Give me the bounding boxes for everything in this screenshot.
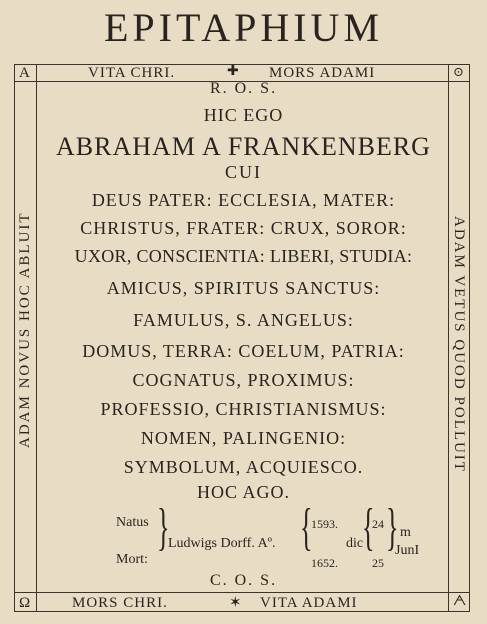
epitaph-line: SYMBOLUM, ACQUIESCO. <box>123 457 364 477</box>
vita-chri-label: VITA CHRI. <box>88 65 176 81</box>
alpha-letter: A <box>19 65 31 81</box>
corner-rule-bl <box>36 592 37 612</box>
dic-label: dic <box>346 536 364 551</box>
epitaph-line: FAMULUS, S. ANGELUS: <box>133 310 354 330</box>
place-label: Ludwigs Dorff. Aº. <box>168 536 276 551</box>
epitaph-line: COGNATUS, PROXIMUS: <box>132 370 355 390</box>
month-label: JunI <box>395 543 420 558</box>
omega-letter: Ω <box>19 595 32 611</box>
hic-ego-line: HIC EGO <box>203 105 284 125</box>
cos-line: C. O. S. <box>209 572 278 589</box>
brace-icon: { <box>300 498 313 556</box>
corner-rule-br <box>448 592 449 612</box>
page-title: EPITAPHIUM <box>103 5 384 50</box>
border-top <box>14 64 470 65</box>
brace-icon: } <box>386 498 399 556</box>
corner-rule-tr <box>448 64 449 81</box>
epitaph-line: DEUS PATER: ECCLESIA, MATER: <box>91 190 396 210</box>
corner-rule-tl <box>36 64 37 81</box>
cross-icon: ✚ <box>227 64 240 79</box>
death-day: 25 <box>372 556 384 570</box>
brace-icon: } <box>157 498 170 556</box>
mors-chri-label: MORS CHRI. <box>72 595 168 611</box>
name-line: ABRAHAM A FRANKENBERG <box>56 132 431 161</box>
star-icon: ✶ <box>229 595 243 611</box>
mors-adami-label: MORS ADAMI <box>269 65 376 81</box>
symbol-icon: ᗅ <box>453 594 468 609</box>
epitaph-line: DOMUS, TERRA: COELUM, PATRIA: <box>82 341 405 361</box>
epitaph-line: PROFESSIO, CHRISTIANISMUS: <box>100 399 387 419</box>
left-side-text: ADAM NOVUS HOC ABLUIT <box>17 211 33 448</box>
border-bottom <box>14 611 470 612</box>
brace-icon: { <box>362 498 375 556</box>
birth-day: 24 <box>372 517 384 531</box>
natus-label: Natus <box>116 515 149 530</box>
mort-label: Mort: <box>116 552 148 567</box>
vita-adami-label: VITA ADAMI <box>260 595 358 611</box>
epitaph-line: UXOR, CONSCIENTIA: LIBERI, STUDIA: <box>74 246 413 266</box>
epitaph-line: CHRISTUS, FRATER: CRUX, SOROR: <box>80 218 407 238</box>
sun-icon: ⊙ <box>453 64 465 79</box>
birth-year: 1593. <box>311 517 338 531</box>
hoc-ago-line: HOC AGO. <box>196 482 290 502</box>
epitaph-line: AMICUS, SPIRITUS SANCTUS: <box>106 278 381 298</box>
epitaph-line: NOMEN, PALINGENIO: <box>140 428 347 448</box>
cui-line: CUI <box>225 162 262 182</box>
ros-line: R. O. S. <box>209 80 278 97</box>
death-year: 1652. <box>311 556 338 570</box>
m-label: m <box>400 525 411 540</box>
inner-bottom-rule <box>14 592 470 593</box>
right-side-text: ADAM VETUS QUOD POLLUIT <box>451 216 467 473</box>
